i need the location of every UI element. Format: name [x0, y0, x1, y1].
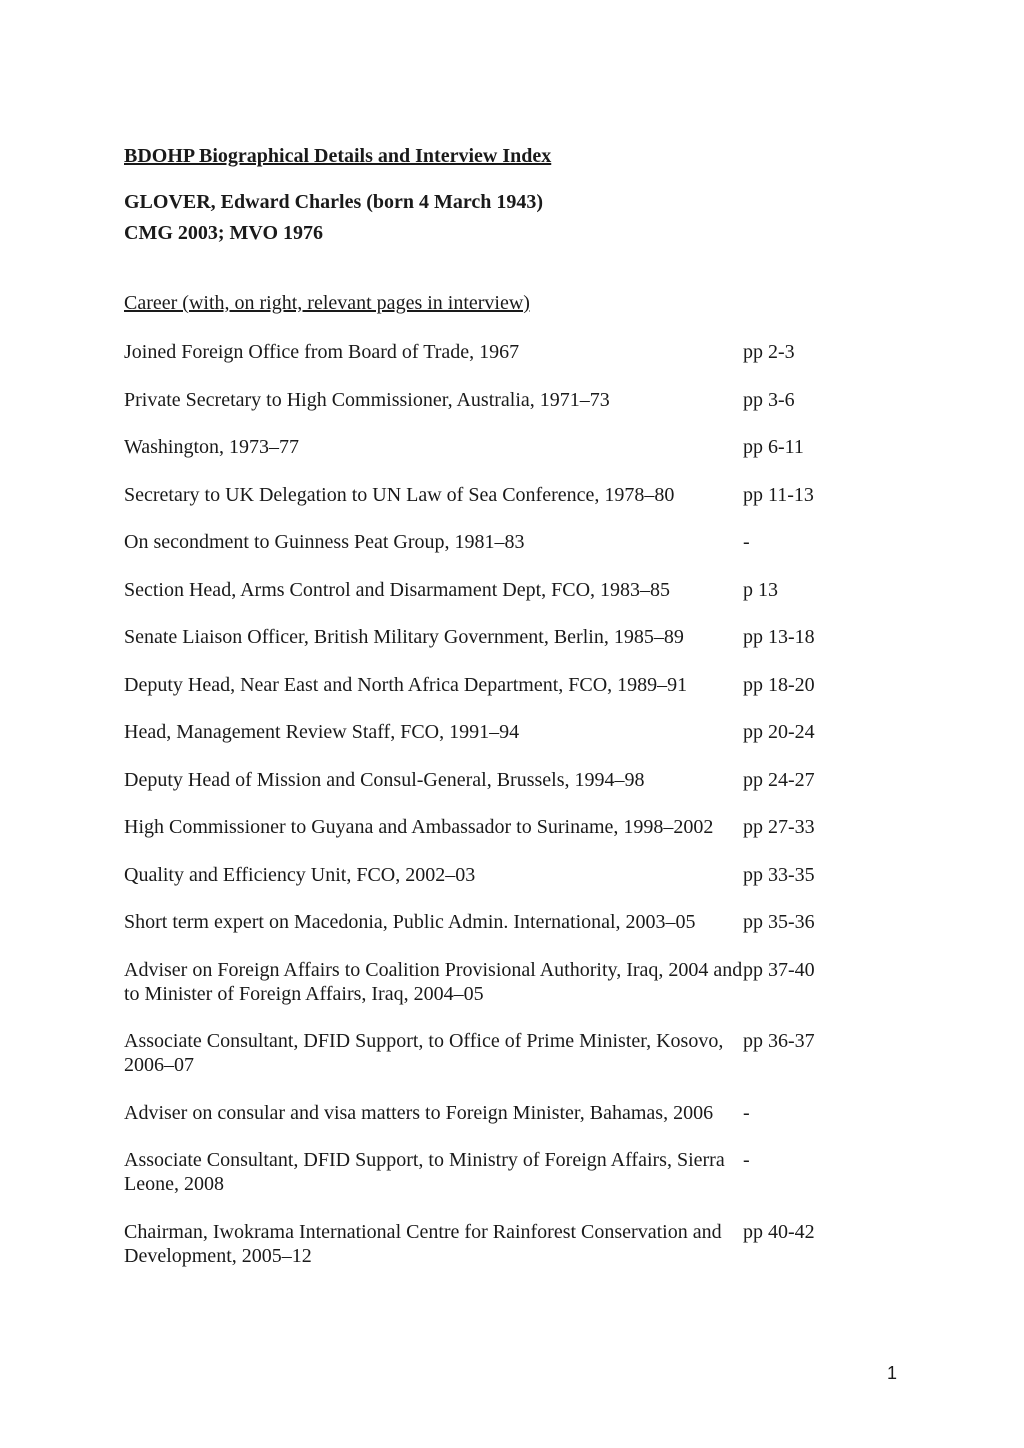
- interview-pages: pp 18-20: [743, 673, 815, 696]
- career-role: High Commissioner to Guyana and Ambassador to Suriname, 1998–2002: [124, 816, 714, 838]
- interview-pages: pp 27-33: [743, 816, 815, 838]
- document-title: BDOHP Biographical Details and Interview Index: [124, 145, 552, 167]
- career-entry: [124, 673, 844, 697]
- career-entry: [124, 530, 844, 554]
- career-role: Quality and Efficiency Unit, FCO, 2002–03: [124, 863, 476, 886]
- interview-pages: -: [743, 1149, 750, 1171]
- interview-pages: pp 20-24: [743, 721, 815, 743]
- career-role: On secondment to Guinness Peat Group, 1981–83: [124, 531, 525, 553]
- career-entry: [124, 578, 844, 602]
- subject-name: GLOVER, Edward Charles (born 4 March 1943): [124, 191, 544, 213]
- career-heading: Career (with, on right, relevant pages in interview): [124, 292, 530, 314]
- career-list: [124, 340, 844, 1291]
- career-role: Private Secretary to High Commissioner, Australia, 1971–73: [124, 388, 610, 411]
- career-role: Chairman, Iwokrama International Centre for Rainforest Conservation and Development, 2005–12: [124, 1220, 722, 1267]
- career-entry: [124, 1220, 844, 1268]
- career-entry: [124, 1029, 844, 1077]
- career-role: Adviser on consular and visa matters to Foreign Minister, Bahamas, 2006: [124, 1101, 714, 1124]
- career-entry: [124, 435, 844, 459]
- career-role: Senate Liaison Officer, British Military Government, Berlin, 1985–89: [124, 626, 684, 648]
- interview-pages: pp 35-36: [743, 911, 815, 933]
- career-role: Joined Foreign Office from Board of Trade, 1967: [124, 341, 520, 363]
- career-role: Associate Consultant, DFID Support, to Office of Prime Minister, Kosovo, 2006–07: [124, 1030, 724, 1076]
- page-number: 1: [887, 1363, 898, 1383]
- career-entry: [124, 768, 844, 792]
- interview-pages: p 13: [743, 578, 778, 601]
- interview-pages: pp 24-27: [743, 768, 815, 791]
- career-role: Washington, 1973–77: [124, 436, 300, 458]
- interview-pages: pp 6-11: [743, 436, 804, 458]
- career-entry: [124, 340, 844, 364]
- career-entry: [124, 1101, 844, 1125]
- interview-pages: pp 13-18: [743, 626, 815, 648]
- career-role: Associate Consultant, DFID Support, to Ministry of Foreign Affairs, Sierra Leone, 2008: [124, 1149, 725, 1195]
- interview-pages: pp 40-42: [743, 1220, 815, 1243]
- subject-honours: CMG 2003; MVO 1976: [124, 222, 324, 244]
- career-entry: [124, 863, 844, 887]
- career-entry: [124, 625, 844, 649]
- career-role: Deputy Head of Mission and Consul-General, Brussels, 1994–98: [124, 768, 645, 791]
- career-entry: [124, 958, 844, 1006]
- interview-pages: pp 37-40: [743, 958, 815, 981]
- interview-pages: pp 36-37: [743, 1030, 815, 1052]
- career-entry: [124, 815, 844, 839]
- interview-pages: pp 3-6: [743, 388, 795, 411]
- career-entry: [124, 720, 844, 744]
- career-entry: [124, 483, 844, 507]
- career-entry: [124, 1148, 844, 1196]
- career-entry: [124, 388, 844, 412]
- interview-pages: -: [743, 1101, 750, 1124]
- career-role: Deputy Head, Near East and North Africa Department, FCO, 1989–91: [124, 673, 688, 696]
- interview-pages: pp 11-13: [743, 483, 814, 506]
- career-role: Adviser on Foreign Affairs to Coalition Provisional Authority, Iraq, 2004 and to Minister of Foreign Affairs, Iraq, 2004–05: [124, 958, 743, 1005]
- career-role: Head, Management Review Staff, FCO, 1991–94: [124, 721, 520, 743]
- interview-pages: pp 33-35: [743, 863, 815, 886]
- career-role: Secretary to UK Delegation to UN Law of Sea Conference, 1978–80: [124, 483, 675, 506]
- career-entry: [124, 910, 844, 934]
- career-role: Section Head, Arms Control and Disarmament Dept, FCO, 1983–85: [124, 578, 671, 601]
- interview-pages: pp 2-3: [743, 341, 795, 363]
- career-role: Short term expert on Macedonia, Public Admin. International, 2003–05: [124, 911, 696, 933]
- interview-pages: -: [743, 531, 750, 553]
